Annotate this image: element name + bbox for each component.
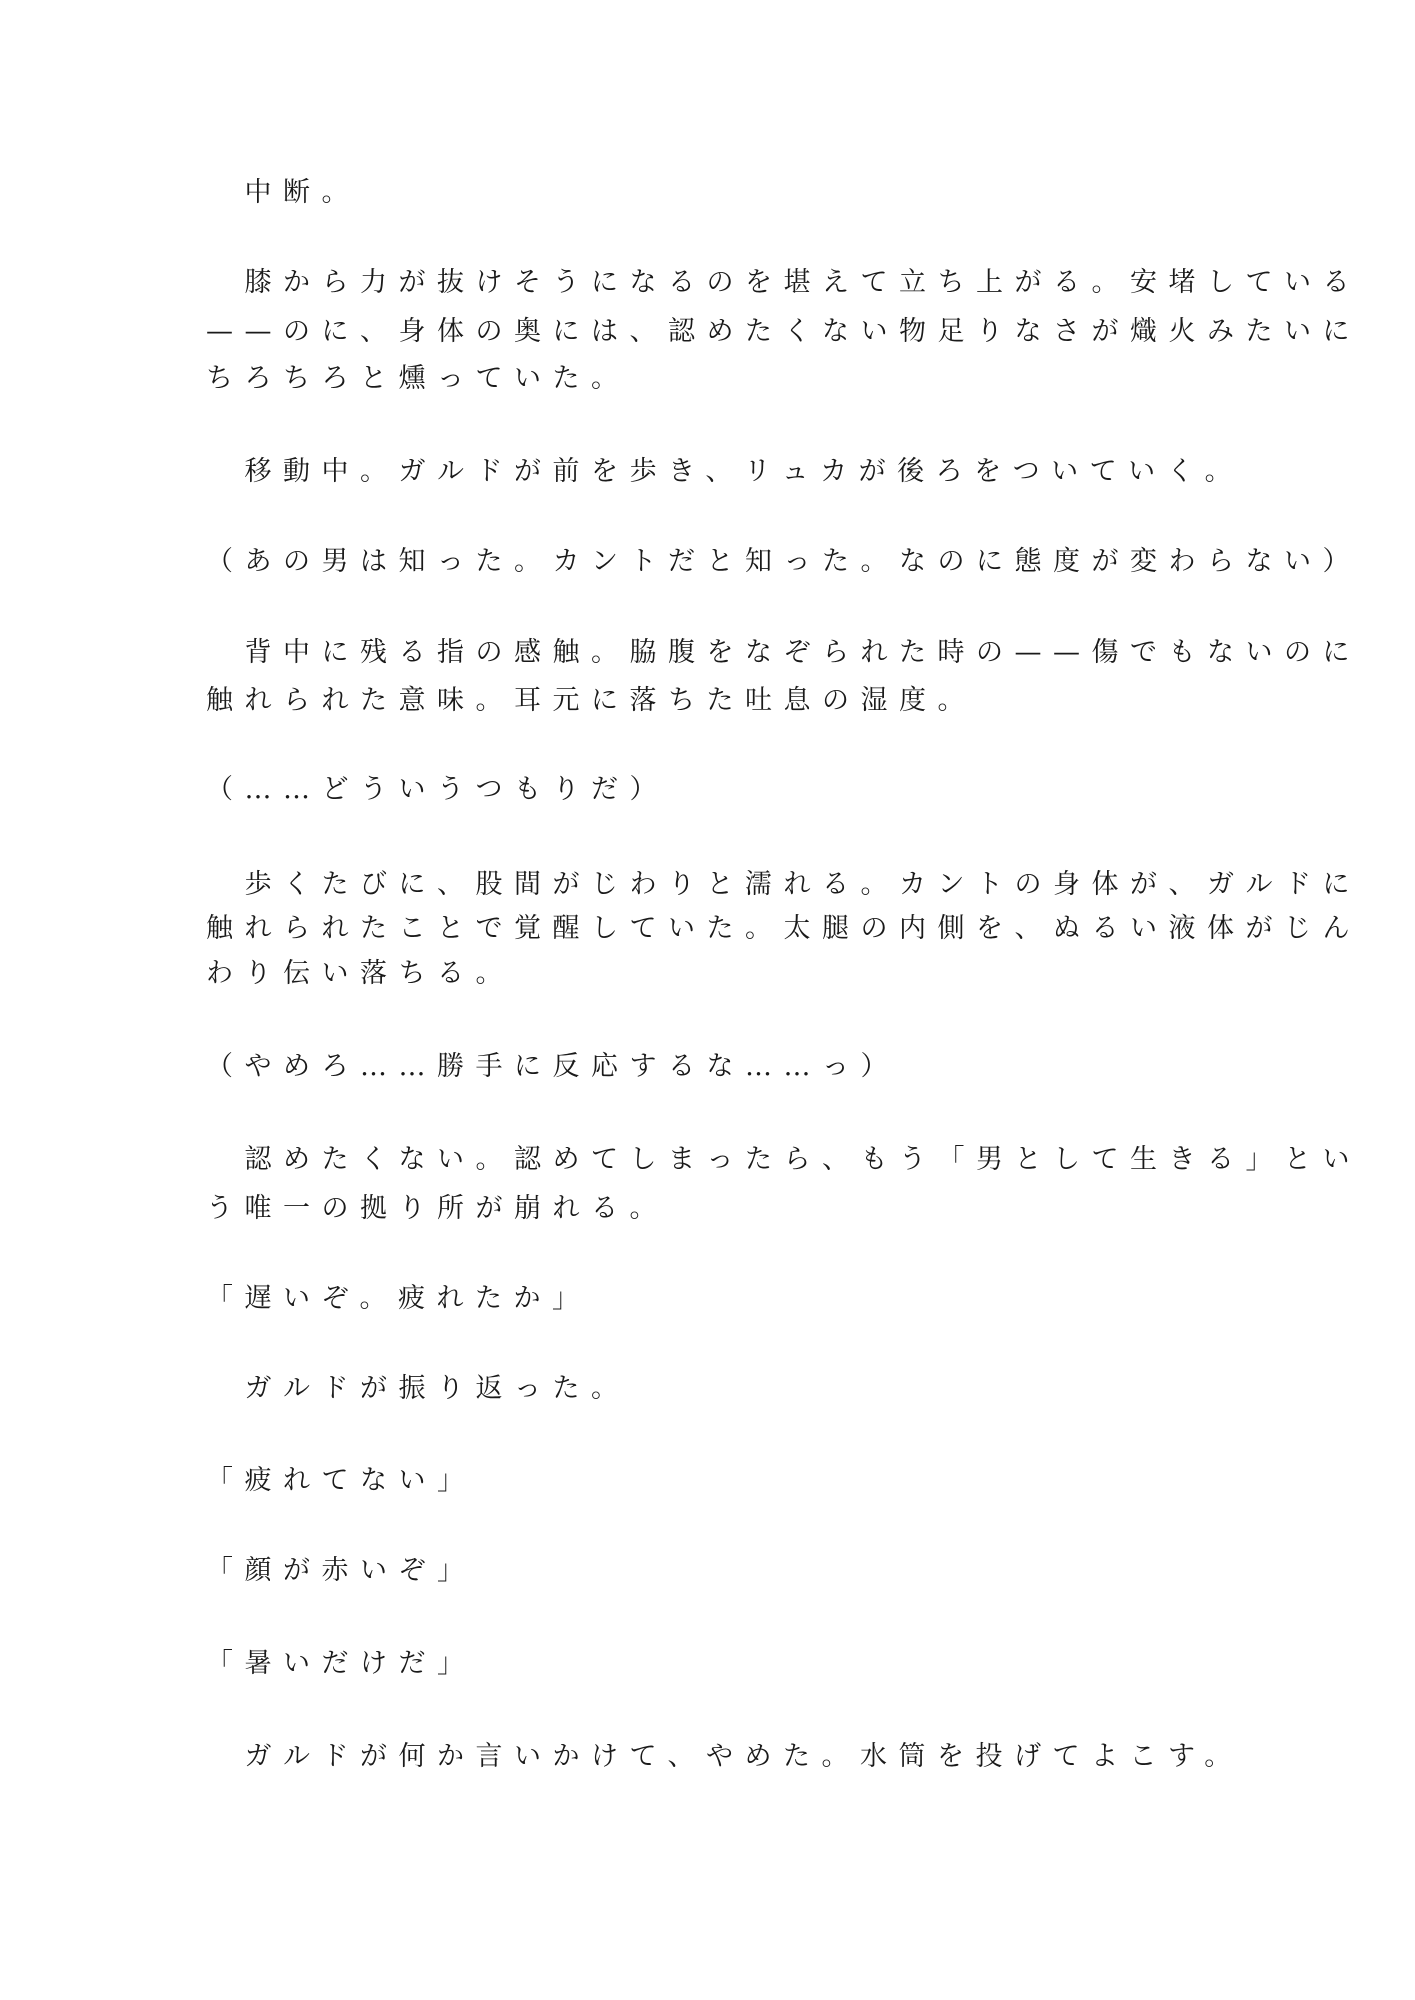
paragraph-line: 「顔が赤いぞ」 [206,1555,476,1586]
paragraph-line: （やめろ……勝手に反応するな……っ） [206,1051,899,1082]
paragraph-line: 膝から力が抜けそうになるのを堪えて立ち上がる。安堵している [206,267,1361,298]
paragraph-line: （あの男は知った。カントだと知った。なのに態度が変わらない） [206,546,1361,577]
paragraph-line: 「遅いぞ。疲れたか」 [206,1283,591,1314]
paragraph-line: わり伝い落ちる。 [206,958,514,989]
paragraph-line: ちろちろと燻っていた。 [206,363,630,394]
paragraph-line: 背中に残る指の感触。脇腹をなぞられた時の——傷でもないのに [206,637,1361,668]
paragraph-line: ——のに、身体の奥には、認めたくない物足りなさが熾火みたいに [206,316,1361,347]
paragraph-line: 移動中。ガルドが前を歩き、リュカが後ろをついていく。 [206,456,1244,487]
paragraph-line: 触れられた意味。耳元に落ちた吐息の湿度。 [206,685,976,716]
paragraph-line: ガルドが振り返った。 [206,1373,630,1404]
paragraph-line: ガルドが何か言いかけて、やめた。水筒を投げてよこす。 [206,1741,1243,1772]
paragraph-line: 触れられたことで覚醒していた。太腿の内側を、ぬるい液体がじん [206,913,1361,944]
paragraph-line: う唯一の拠り所が崩れる。 [206,1193,668,1224]
paragraph-line: 「疲れてない」 [206,1465,476,1496]
paragraph-line: 歩くたびに、股間がじわりと濡れる。カントの身体が、ガルドに [206,869,1361,900]
paragraph-line: （……どういうつもりだ） [206,774,668,805]
paragraph-line: 「暑いだけだ」 [206,1648,476,1679]
paragraph-line: 中断。 [206,177,360,208]
paragraph-line: 認めたくない。認めてしまったら、もう「男として生きる」とい [206,1144,1361,1175]
